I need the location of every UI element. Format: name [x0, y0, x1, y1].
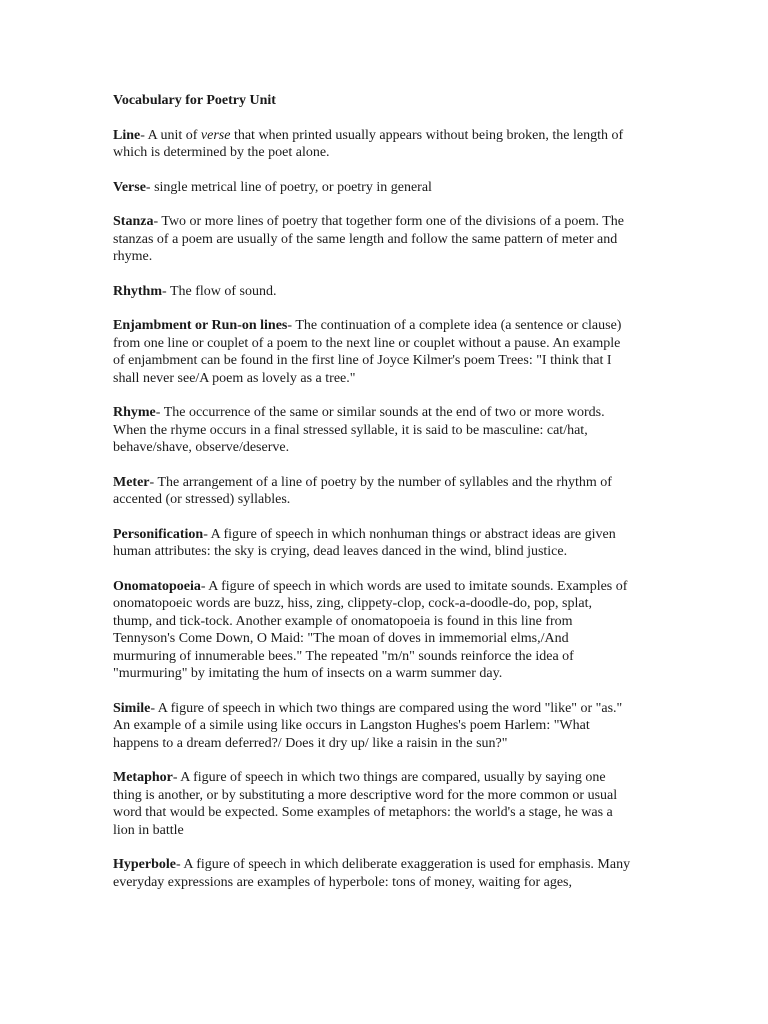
term-separator: -	[149, 474, 158, 490]
definition-stanza: Two or more lines of poetry that together form one of the divisions of a poem. The stanzas of a poem are usually of the same length and follow the same pattern of meter and rhyme.	[113, 214, 624, 264]
term-separator: -	[150, 700, 158, 716]
term-separator: -	[155, 405, 164, 420]
term-separator: -	[140, 127, 148, 143]
term-separator: -	[145, 179, 155, 195]
document-page	[113, 92, 633, 908]
entry-line	[113, 127, 633, 162]
entry-stanza	[113, 213, 633, 266]
definition-line-part2: that when printed usually appears without being broken, the length of which is determined by the poet alone.	[113, 127, 624, 160]
definition-metaphor: A figure of speech in which two things are compared, usually by saying one thing is another, or by substituting a more descriptive word for the more common or usual word that would be expected. Some examples of metaphors: the world's a stage, he was a lion in battle	[113, 770, 618, 838]
term-verse: Verse	[113, 179, 146, 195]
entry-onomatopoeia	[113, 578, 633, 683]
term-separator: -	[203, 526, 211, 542]
document-title: Vocabulary for Poetry Unit	[113, 93, 276, 108]
term-separator: -	[153, 214, 162, 229]
term-rhyme: Rhyme	[113, 405, 156, 420]
term-separator: -	[172, 770, 181, 785]
entry-rhyme	[113, 404, 633, 457]
definition-rhyme: The occurrence of the same or similar sounds at the end of two or more words. When the rhyme occurs in a final stressed syllable, it is said to be masculine: cat/hat, behave/shave, observe/deserve.	[113, 405, 605, 455]
term-separator: -	[200, 578, 209, 594]
term-stanza: Stanza	[113, 214, 154, 229]
term-separator: -	[287, 318, 296, 333]
term-metaphor: Metaphor	[113, 770, 173, 785]
definition-rhythm: The flow of sound.	[169, 283, 277, 299]
definition-simile: A figure of speech in which two things are compared using the word "like" or "as." An example of a simile using like occurs in Langston Hughes's poem Harlem: "What happens to a dream deferred?/ Does it dry up/ like a raisin in the sun?"	[113, 700, 623, 751]
entry-meter	[113, 474, 633, 509]
definition-hyperbole: A figure of speech in which deliberate exaggeration is used for emphasis. Many everyday expressions are examples of hyperbole: tons of money, waiting for ages,	[113, 857, 631, 890]
definition-enjambment: The continuation of a complete idea (a sentence or clause) from one line or couplet of a poem to the next line or couplet without a pause. An example of enjambment can be found in the first line of Joyce Kilmer's poem Trees: "I think that I shall never see/A poem as lovely as a tree."	[113, 318, 622, 386]
term-enjambment: Enjambment or Run-on lines	[113, 318, 288, 333]
definition-meter: The arrangement of a line of poetry by the number of syllables and the rhythm of accented (or stressed) syllables.	[113, 474, 612, 507]
term-separator: -	[176, 857, 184, 872]
term-simile: Simile	[113, 700, 151, 716]
term-rhythm: Rhythm	[113, 283, 163, 299]
term-separator: -	[162, 283, 170, 299]
definition-line-emphasis: verse	[200, 127, 231, 143]
definition-line-part1: A unit of	[147, 127, 201, 143]
entry-metaphor	[113, 769, 633, 839]
entry-verse	[113, 179, 633, 197]
entry-hyperbole	[113, 856, 633, 891]
definition-personification: A figure of speech in which nonhuman things or abstract ideas are given human attributes: the sky is crying, dead leaves danced in the wind, blind justice.	[113, 526, 616, 559]
entry-personification	[113, 526, 633, 561]
term-personification: Personification	[113, 526, 204, 542]
entry-simile	[113, 700, 633, 753]
term-line: Line	[113, 127, 141, 143]
definition-verse: single metrical line of poetry, or poetry in general	[154, 179, 432, 195]
entry-rhythm	[113, 283, 633, 301]
term-hyperbole: Hyperbole	[113, 857, 176, 872]
term-meter: Meter	[113, 474, 150, 490]
entry-enjambment	[113, 317, 633, 387]
definition-onomatopoeia: A figure of speech in which words are used to imitate sounds. Examples of onomatopoeic words are buzz, hiss, zing, clippety-clop, cock-a-doodle-do, pop, splat, thump, and tick-tock. Another example of onomatopoeia is found in this line from Tennyson's Come Down, O Maid: "The moan of doves in immemorial elms,/And murmuring of innumerable bees." The repeated "m/n" sounds reinforce the idea of "murmuring" by imitating the hum of insects on a warm summer day.	[113, 578, 628, 681]
term-onomatopoeia: Onomatopoeia	[113, 578, 201, 594]
